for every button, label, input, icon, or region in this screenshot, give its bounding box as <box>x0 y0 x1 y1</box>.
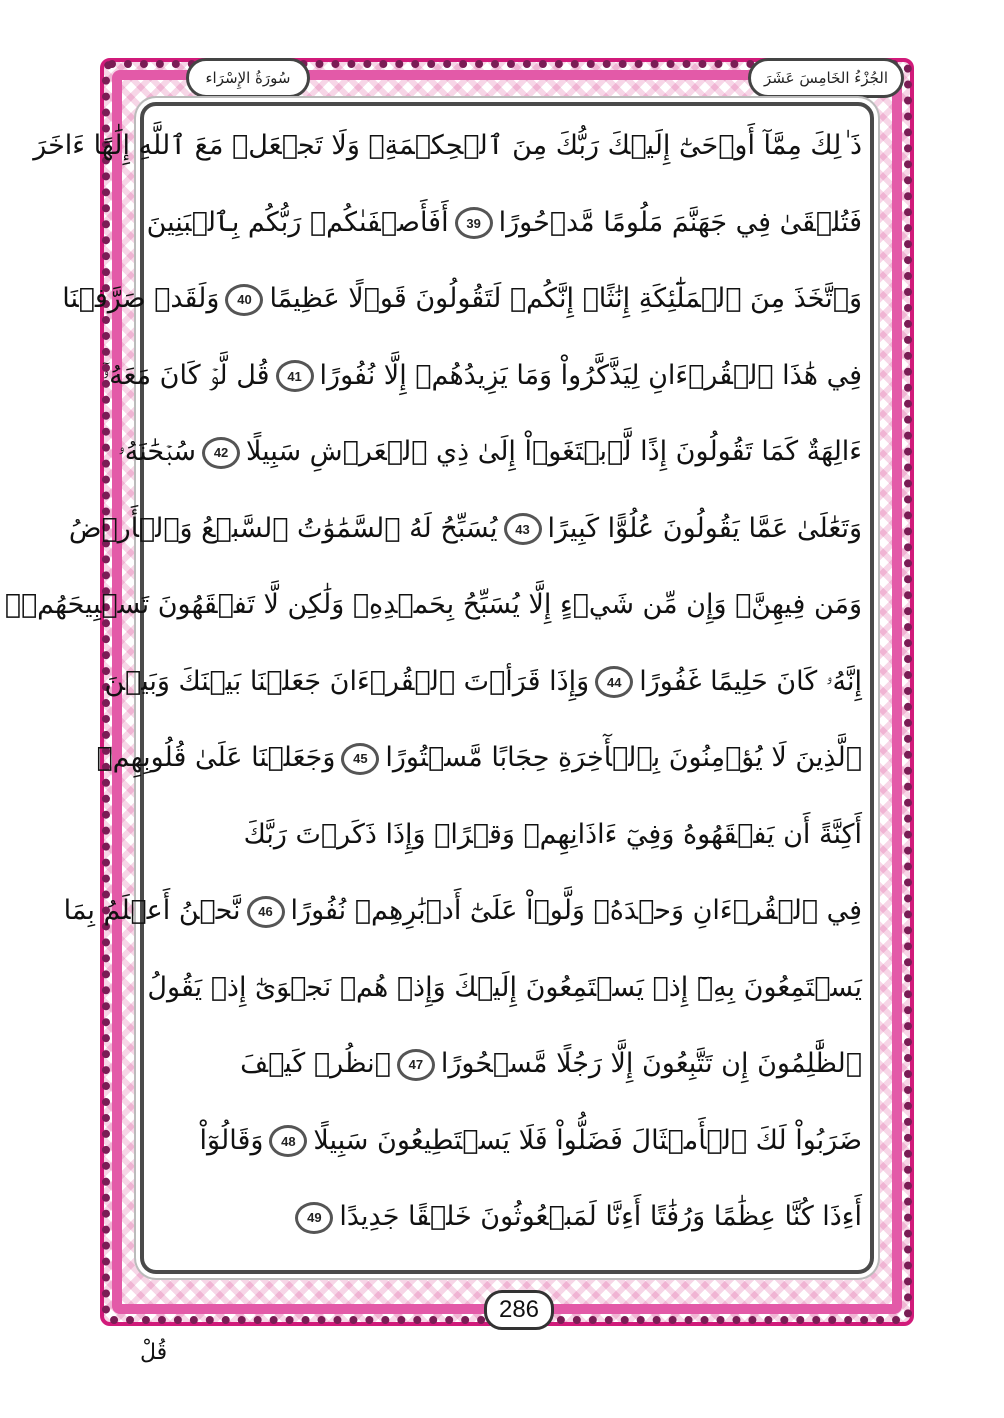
verse-text: ٱنظُرۡ كَيۡفَ <box>240 1048 391 1079</box>
ayah-number-marker: 42 <box>202 437 240 469</box>
verse-line <box>104 652 862 712</box>
juz-label: الجُزْءُ الخَامِسَ عَشَرَ <box>748 58 904 98</box>
ayah-number-marker: 44 <box>595 666 633 698</box>
catchword: قُلْ <box>140 1340 168 1365</box>
ayah-number-marker: 48 <box>269 1125 307 1157</box>
verse-line <box>33 116 862 176</box>
ayah-number-marker: 40 <box>225 284 263 316</box>
verse-line <box>146 193 862 253</box>
verse-text: وَجَعَلۡنَا عَلَىٰ قُلُوبِهِمۡ <box>96 742 336 773</box>
verse-text: ٱلظَّٰلِمُونَ إِن تَتَّبِعُونَ إِلَّا رَجُلًا مَّسۡحُورًا <box>440 1048 862 1079</box>
verse-text: يُسَبِّحُ لَهُ ٱلسَّمَٰوَٰتُ ٱلسَّبۡعُ وَٱلۡأَرۡضُ <box>68 512 498 544</box>
verse-text: فِي ٱلۡقُرۡءَانِ وَحۡدَهُۥ وَلَّوۡاْ عَلَىٰٓ أَدۡبَٰرِهِمۡ نُفُورًا <box>290 895 862 926</box>
verse-line <box>68 499 862 559</box>
verse-lines <box>4 116 862 1264</box>
verse-line <box>62 269 862 329</box>
verse-text: نَّحۡنُ أَعۡلَمُ بِمَا <box>63 895 241 926</box>
verse-text: سُبۡحَٰنَهُۥ <box>117 436 197 467</box>
verse-text: وَقَالُوٓاْ <box>199 1124 264 1156</box>
verse-text: قُل لَّوۡ كَانَ مَعَهُۥٓ <box>102 359 270 391</box>
ayah-number-marker: 46 <box>247 896 285 928</box>
verse-text: أَكِنَّةً أَن يَفۡقَهُوهُ وَفِيٓ ءَاذَانِهِمۡ وَقۡرًاۚ وَإِذَا ذَكَرۡتَ رَبَّكَ <box>243 818 862 850</box>
verse-text: فِي هَٰذَا ٱلۡقُرۡءَانِ لِيَذَّكَّرُواْ وَمَا يَزِيدُهُمۡ إِلَّا نُفُورًا <box>319 359 862 391</box>
verse-line <box>4 575 862 635</box>
verse-text: فَتُلۡقَىٰ فِي جَهَنَّمَ مَلُومًا مَّدۡحُورًا <box>498 206 862 238</box>
verse-text: أَفَأَصۡفَىٰكُمۡ رَبُّكُم بِٱلۡبَنِينَ <box>146 206 449 238</box>
ayah-number-marker: 47 <box>397 1049 435 1081</box>
verse-text: ذَ ٰلِكَ مِمَّآ أَوۡحَىٰٓ إِلَيۡكَ رَبُّكَ مِنَ ٱلۡحِكۡمَةِۗ وَلَا تَجۡعَلۡ مَعَ ٱللَّهِ إِلَٰهًا ءَاخَرَ <box>33 130 862 161</box>
verse-line <box>152 1111 862 1171</box>
ayah-number-marker: 41 <box>276 360 314 392</box>
ayah-number-marker: 39 <box>455 207 493 239</box>
ayah-number-marker: 43 <box>504 513 542 545</box>
verse-text: إِنَّهُۥ كَانَ حَلِيمًا غَفُورًا <box>639 665 862 697</box>
ayah-number-marker: 45 <box>341 743 379 775</box>
verse-line <box>96 728 862 788</box>
verse-line <box>102 346 862 406</box>
verse-text: وَلَقَدۡ صَرَّفۡنَا <box>62 283 220 314</box>
verse-text: وَتَعَٰلَىٰ عَمَّا يَقُولُونَ عُلُوًّا كَبِيرًا <box>547 512 862 544</box>
verse-line <box>117 422 862 482</box>
verse-text: أَءِذَا كُنَّا عِظَٰمًا وَرُفَٰتًا أَءِنَّا لَمَبۡعُوثُونَ خَلۡقًا جَدِيدًا <box>339 1201 862 1232</box>
verse-text: ٱلَّذِينَ لَا يُؤۡمِنُونَ بِٱلۡأٓخِرَةِ حِجَابًا مَّسۡتُورًا <box>385 742 862 773</box>
verse-line <box>63 881 862 941</box>
verse-text: ءَالِهَةٌ كَمَا تَقُولُونَ إِذًا لَّٱبۡتَغَوۡاْ إِلَىٰ ذِي ٱلۡعَرۡشِ سَبِيلًا <box>246 436 862 467</box>
verse-text: وَٱتَّخَذَ مِنَ ٱلۡمَلَٰٓئِكَةِ إِنَٰثًاۚ إِنَّكُمۡ لَتَقُولُونَ قَوۡلًا عَظِيمًا <box>269 283 862 314</box>
ayah-number-marker: 49 <box>295 1202 333 1234</box>
page-number: 286 <box>484 1290 554 1330</box>
verse-line <box>152 1187 862 1247</box>
verse-text: وَإِذَا قَرَأۡتَ ٱلۡقُرۡءَانَ جَعَلۡنَا بَيۡنَكَ وَبَيۡنَ <box>104 665 590 697</box>
verse-line <box>147 958 862 1018</box>
verse-text: يَسۡتَمِعُونَ بِهِۦٓ إِذۡ يَسۡتَمِعُونَ إِلَيۡكَ وَإِذۡ هُمۡ نَجۡوَىٰٓ إِذۡ يَقُولُ <box>147 971 862 1003</box>
verse-line <box>152 805 862 865</box>
verse-text: ضَرَبُواْ لَكَ ٱلۡأَمۡثَالَ فَضَلُّواْ فَلَا يَسۡتَطِيعُونَ سَبِيلًا <box>313 1124 862 1156</box>
surah-label: سُورَةُ الإِسْرَاء <box>186 58 310 98</box>
verse-text: وَمَن فِيهِنَّۚ وَإِن مِّن شَيۡءٍ إِلَّا يُسَبِّحُ بِحَمۡدِهِۦ وَلَٰكِن لَّا تَفۡقَهُونَ تَسۡبِيحَهُمۡۚ <box>4 589 862 620</box>
verse-line <box>152 1034 862 1094</box>
